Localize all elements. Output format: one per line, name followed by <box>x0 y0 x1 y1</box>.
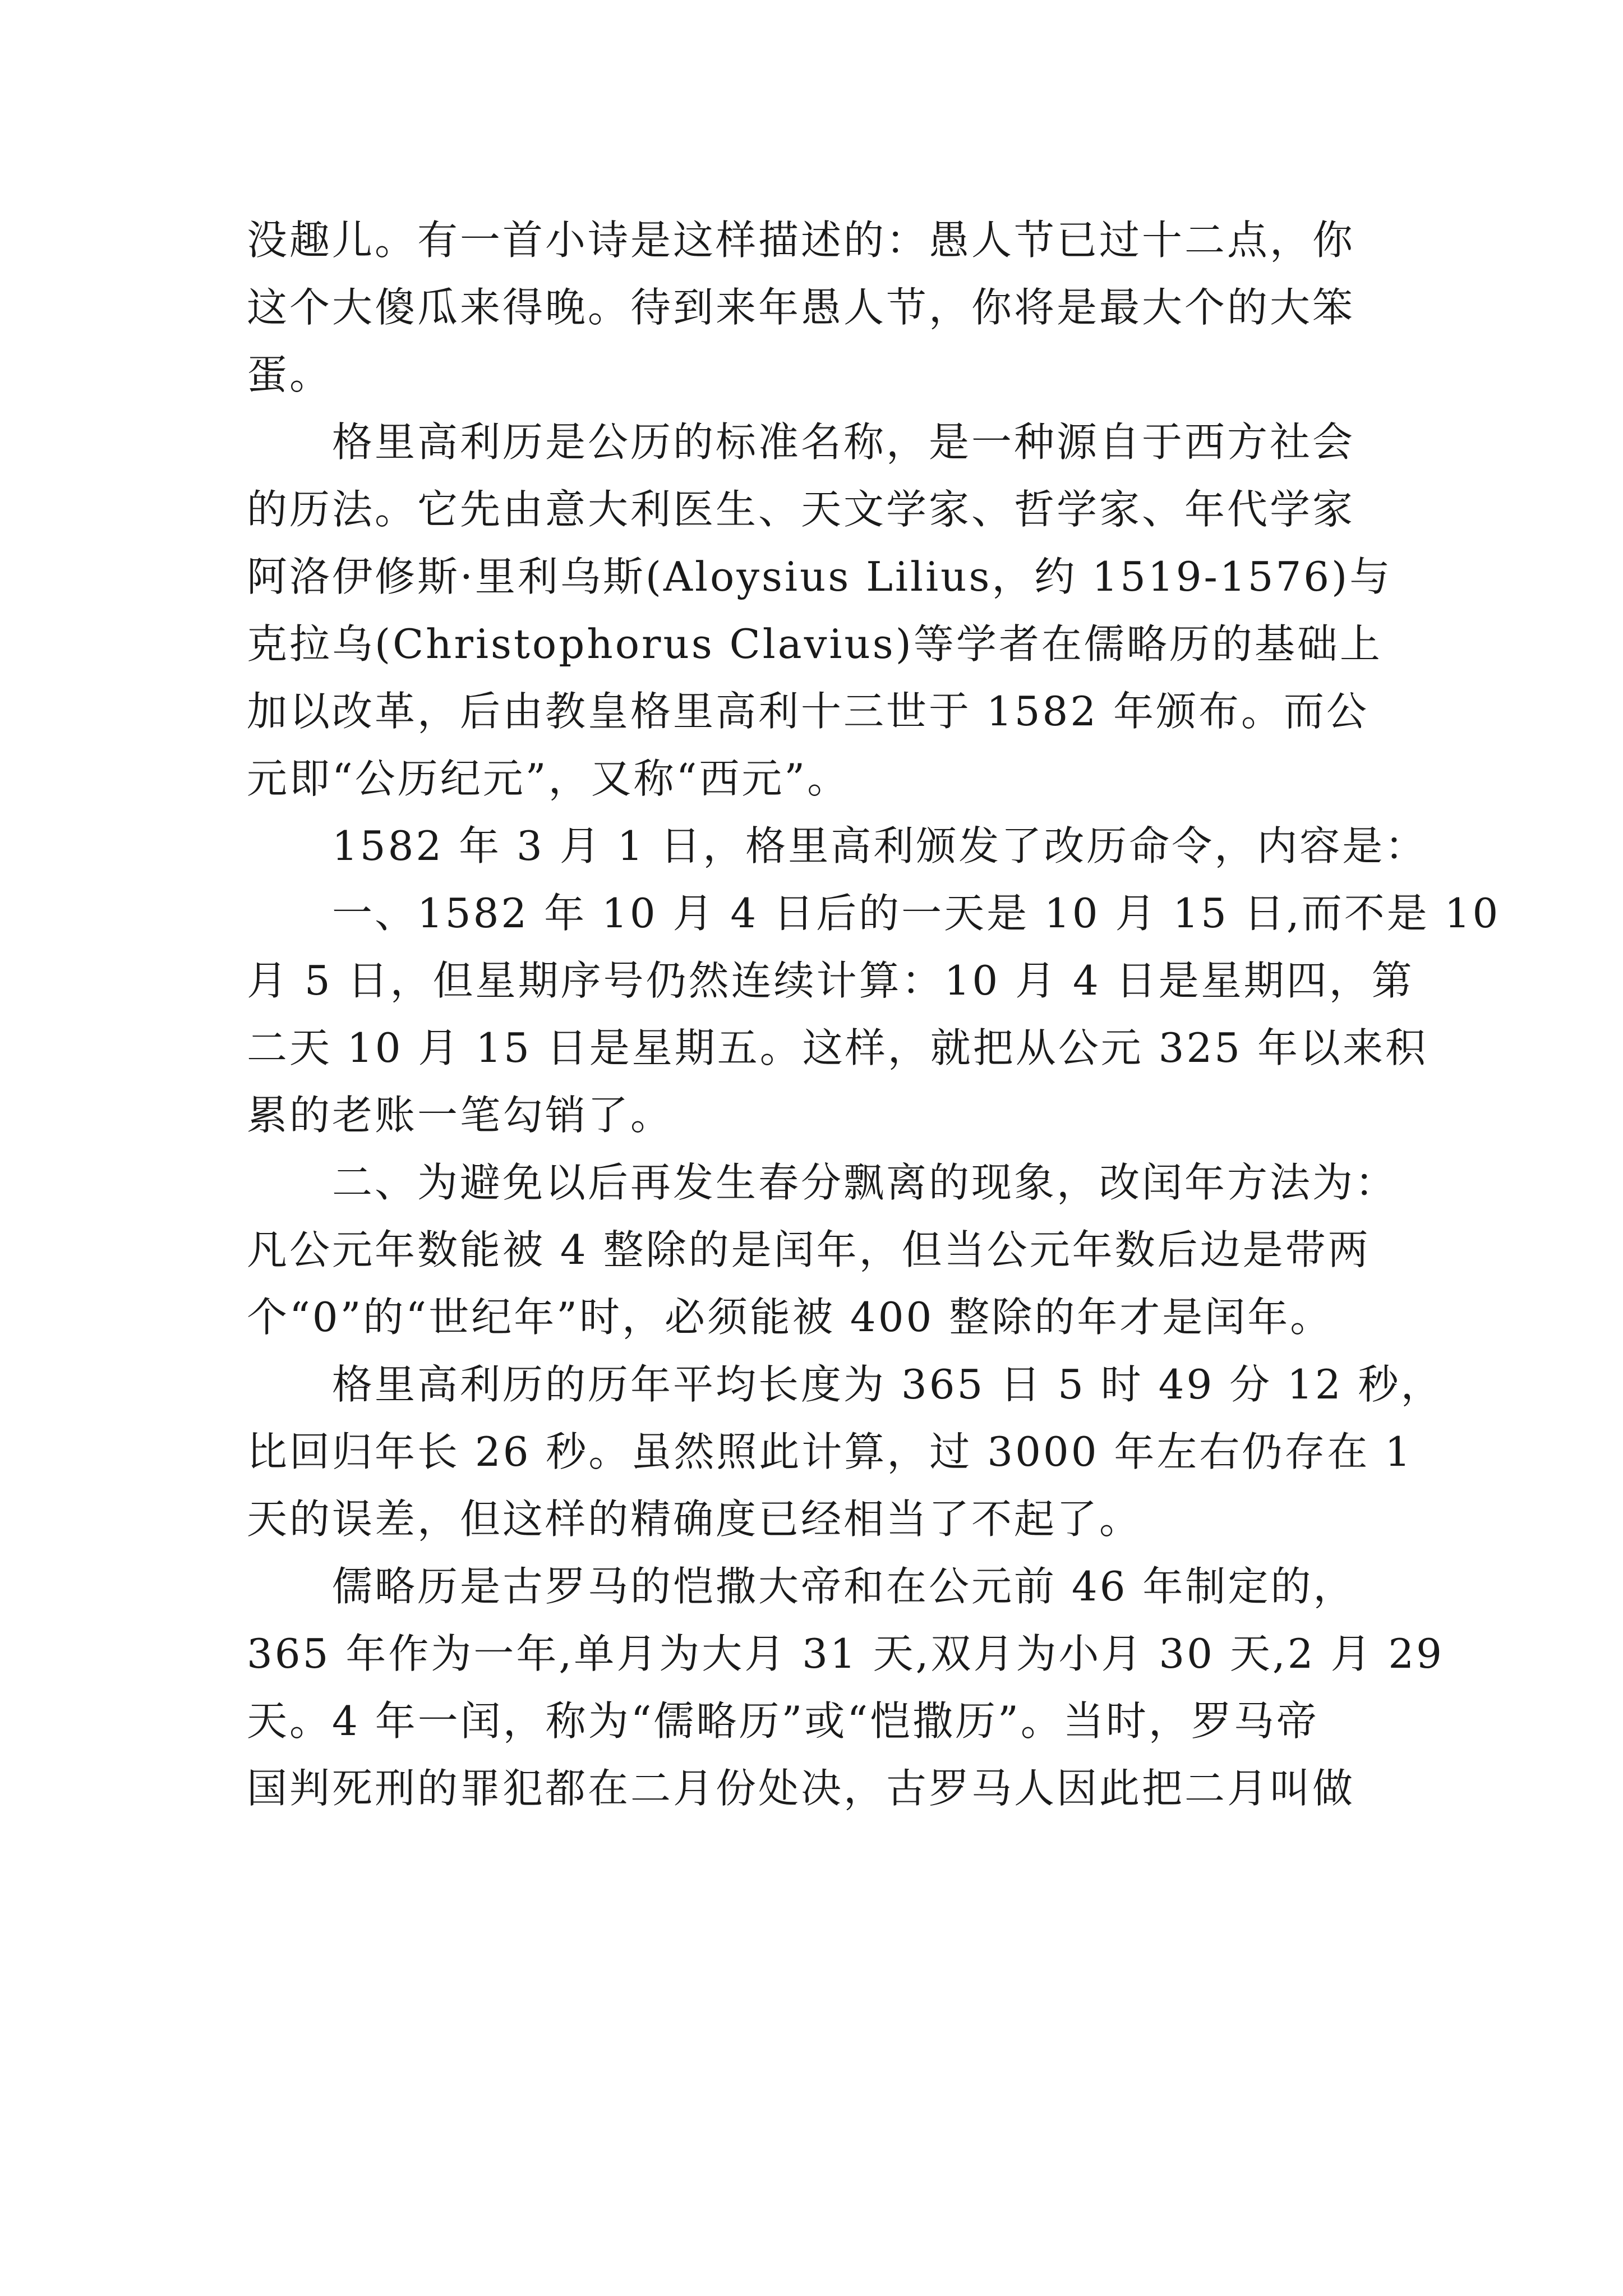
text-line: 凡公元年数能被 4 整除的是闰年，但当公元年数后边是带两 <box>247 1226 1371 1273</box>
text-line: 元即“公历纪元”，又称“西元”。 <box>247 755 850 802</box>
text-line: 月 5 日，但星期序号仍然连续计算：10 月 4 日是星期四，第 <box>247 957 1414 1004</box>
text-line: 的历法。它先由意大利医生、天文学家、哲学家、年代学家 <box>247 486 1355 533</box>
text-line: 加以改革，后由教皇格里高利十三世于 1582 年颁布。而公 <box>247 688 1370 735</box>
text-line: 蛋。 <box>247 351 333 398</box>
text-line: 阿洛伊修斯·里利乌斯(Aloysius Lilius，约 1519-1576)与 <box>247 553 1393 600</box>
paragraph-start-line: 儒略历是古罗马的恺撒大帝和在公元前 46 年制定的， <box>332 1563 1356 1610</box>
text-line: 天。4 年一闰，称为“儒略历”或“恺撒历”。当时，罗马帝 <box>247 1697 1319 1745</box>
text-line: 克拉乌(Christophorus Clavius)等学者在儒略历的基础上 <box>247 620 1382 668</box>
paragraph-start-line: 一、1582 年 10 月 4 日后的一天是 10 月 15 日,而不是 10 <box>332 890 1501 937</box>
text-line: 比回归年长 26 秒。虽然照此计算，过 3000 年左右仍存在 1 <box>247 1428 1413 1475</box>
paragraph-start-line: 二、为避免以后再发生春分飘离的现象，改闰年方法为： <box>332 1159 1398 1206</box>
paragraph-start-line: 格里高利历的历年平均长度为 365 日 5 时 49 分 12 秒， <box>332 1361 1444 1408</box>
text-line: 个“0”的“世纪年”时，必须能被 400 整除的年才是闰年。 <box>247 1294 1333 1341</box>
text-line: 天的误差，但这样的精确度已经相当了不起了。 <box>247 1496 1142 1543</box>
paragraph-start-line: 格里高利历是公历的标准名称，是一种源自于西方社会 <box>332 418 1355 466</box>
text-line: 365 年作为一年,单月为大月 31 天,双月为小月 30 天,2 月 29 <box>247 1630 1444 1677</box>
text-line: 没趣儿。有一首小诗是这样描述的：愚人节已过十二点，你 <box>247 217 1355 264</box>
text-line: 累的老账一笔勾销了。 <box>247 1092 674 1139</box>
text-line: 二天 10 月 15 日是星期五。这样，就把从公元 325 年以来积 <box>247 1024 1428 1071</box>
text-line: 国判死刑的罪犯都在二月份处决，古罗马人因此把二月叫做 <box>247 1765 1355 1812</box>
paragraph-start-line: 1582 年 3 月 1 日，格里高利颁发了改历命令，内容是： <box>332 822 1428 869</box>
document-body <box>247 206 1501 1822</box>
text-line: 这个大傻瓜来得晚。待到来年愚人节，你将是最大个的大笨 <box>247 284 1355 331</box>
